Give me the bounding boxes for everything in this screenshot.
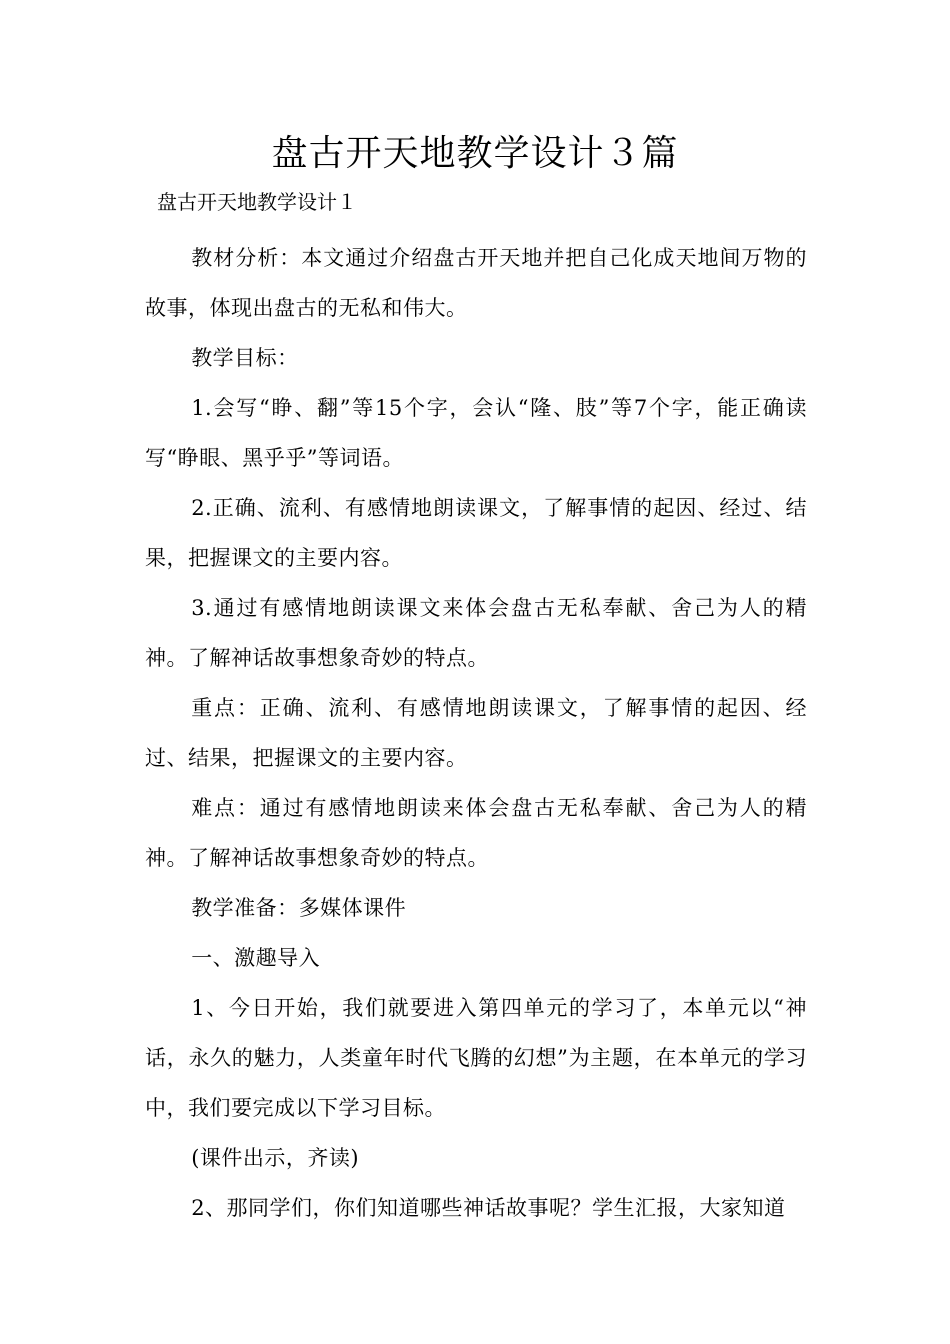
- paragraph-step-1: 1、今日开始，我们就要进入第四单元的学习了，本单元以“神话，永久的魅力，人类童年时代飞腾的幻想”为主题，在本单元的学习中，我们要完成以下学习目标。: [145, 996, 807, 1120]
- paragraph-goal-1: 1.会写“睁、翻”等15个字，会认“隆、肢”等7个字，能正确读写“睁眼、黑乎乎”等词语。: [145, 396, 807, 470]
- document-title: 盘古开天地教学设计３篇: [271, 133, 679, 174]
- paragraph-goal-3: 3.通过有感情地朗读课文来体会盘古无私奉献、舍己为人的精神。了解神话故事想象奇妙的特点。: [145, 596, 807, 670]
- document-body: [145, 233, 807, 1233]
- paragraph-textbook-analysis: 教材分析：本文通过介绍盘古开天地并把自己化成天地间万物的故事，体现出盘古的无私和伟大。: [145, 246, 807, 320]
- paragraph-courseware-note: (课件出示，齐读): [191, 1146, 360, 1170]
- paragraph-section-1-heading: 一、激趣导入: [191, 946, 321, 970]
- paragraph-teaching-goals-heading: 教学目标：: [191, 346, 299, 370]
- paragraph-key-points: 重点：正确、流利、有感情地朗读课文，了解事情的起因、经过、结果，把握课文的主要内容。: [145, 696, 807, 770]
- document-subtitle: 盘古开天地教学设计１: [157, 190, 357, 214]
- paragraph-goal-2: 2.正确、流利、有感情地朗读课文，了解事情的起因、经过、结果，把握课文的主要内容。: [145, 496, 807, 570]
- paragraph-preparation: 教学准备：多媒体课件: [191, 896, 407, 920]
- paragraph-difficulties: 难点：通过有感情地朗读来体会盘古无私奉献、舍己为人的精神。了解神话故事想象奇妙的特点。: [145, 796, 807, 870]
- paragraph-step-2: 2、那同学们，你们知道哪些神话故事呢？学生汇报，大家知道: [191, 1196, 786, 1220]
